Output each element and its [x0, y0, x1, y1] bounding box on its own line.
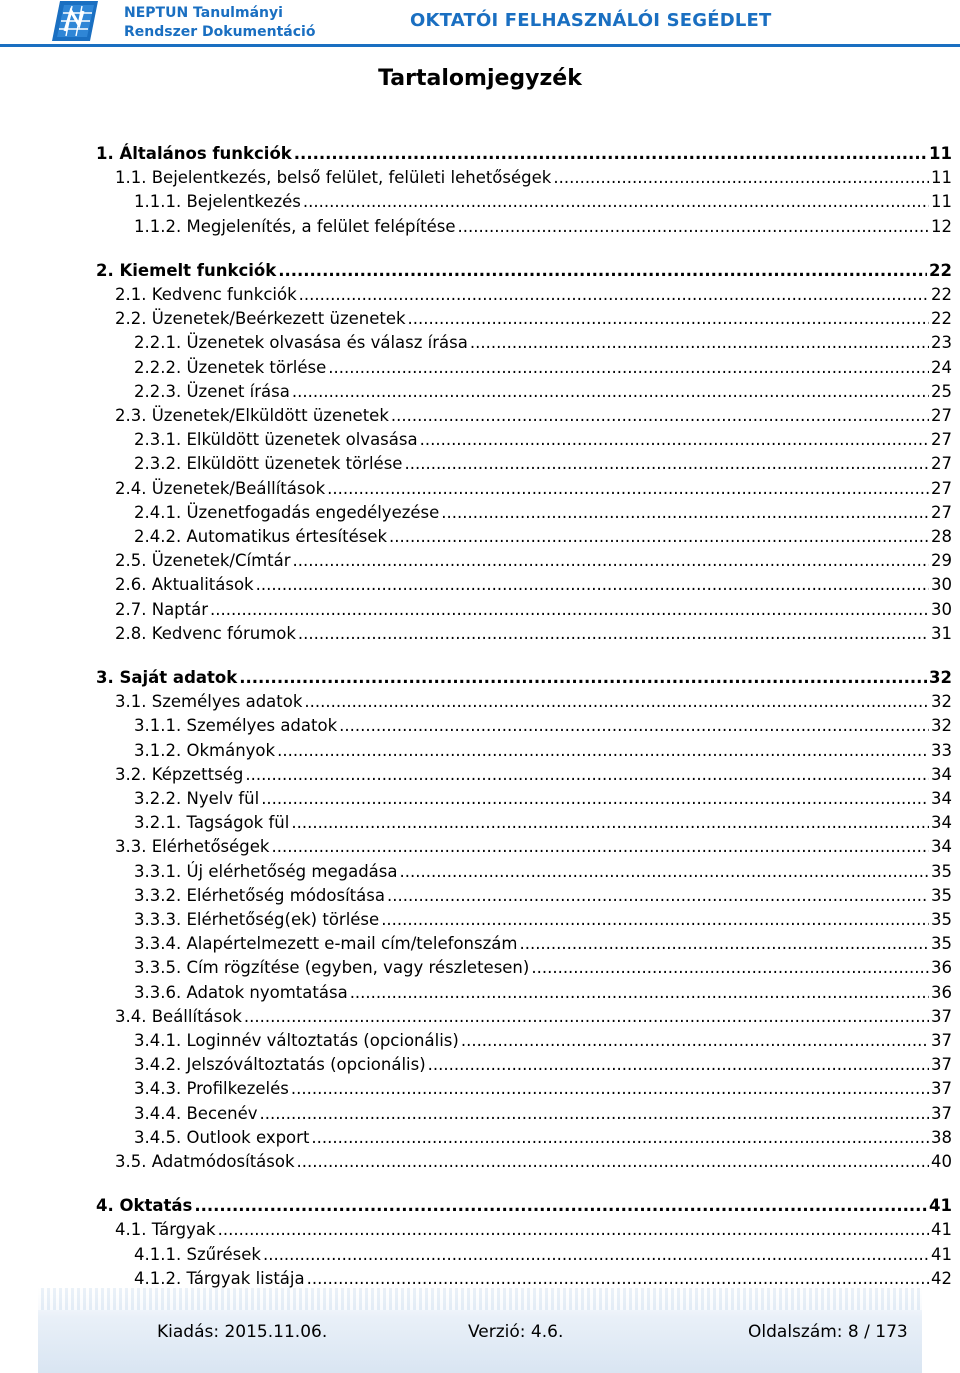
toc-entry-label: 2.5. Üzenetek/Címtár [115, 551, 291, 570]
toc-entry-page: 27 [931, 503, 952, 522]
toc-entry-page: 41 [931, 1245, 952, 1264]
toc-entry-page: 22 [929, 261, 952, 280]
toc-entry-label: 2.6. Aktualitások [115, 575, 254, 594]
toc-entry[interactable] [134, 714, 952, 738]
toc-leader-dots [350, 981, 929, 1005]
toc-entry-page: 37 [931, 1055, 952, 1074]
toc-entry[interactable] [134, 956, 952, 980]
toc-leader-dots [519, 932, 929, 956]
toc-leader-dots [400, 860, 929, 884]
toc-entry-label: 2.2.2. Üzenetek törlése [134, 358, 327, 377]
toc-entry[interactable] [115, 307, 952, 331]
toc-entry[interactable] [96, 1194, 952, 1218]
toc-leader-dots [311, 1126, 929, 1150]
header-line-2: Rendszer Dokumentáció [124, 24, 316, 40]
toc-entry-page: 32 [929, 668, 952, 687]
toc-entry-page: 35 [931, 910, 952, 929]
toc-entry-label: 2.3. Üzenetek/Elküldött üzenetek [115, 406, 389, 425]
toc-entry-page: 29 [931, 551, 952, 570]
toc-entry-label: 1. Általános funkciók [96, 144, 292, 163]
toc-entry-page: 32 [931, 692, 952, 711]
toc-entry-page: 41 [931, 1220, 952, 1239]
toc-entry-page: 23 [931, 333, 952, 352]
toc-entry[interactable] [96, 259, 952, 283]
toc-entry-label: 2.2. Üzenetek/Beérkezett üzenetek [115, 309, 406, 328]
toc-entry[interactable] [115, 573, 952, 597]
toc-leader-dots [339, 714, 929, 738]
toc-leader-dots [327, 477, 929, 501]
toc-leader-dots [553, 166, 929, 190]
toc-entry[interactable] [134, 452, 952, 476]
toc-entry-label: 2.4.1. Üzenetfogadás engedélyezése [134, 503, 440, 522]
toc-entry-page: 35 [931, 934, 952, 953]
toc-entry-label: 3.3.2. Elérhetőség módosítása [134, 886, 385, 905]
toc-entry[interactable] [134, 356, 952, 380]
toc-entry-label: 1.1. Bejelentkezés, belső felület, felületi lehetőségek [115, 168, 552, 187]
toc-entry-page: 40 [931, 1152, 952, 1171]
header-line-1: NEPTUN Tanulmányi [124, 5, 283, 21]
toc-entry-label: 1.1.2. Megjelenítés, a felület felépítése [134, 217, 456, 236]
toc-entry[interactable] [96, 666, 952, 690]
toc-entry-label: 2.4.2. Automatikus értesítések [134, 527, 388, 546]
toc-entry-label: 1.1.1. Bejelentkezés [134, 192, 301, 211]
toc-entry-page: 11 [929, 144, 952, 163]
toc-entry[interactable] [134, 787, 952, 811]
toc-entry[interactable] [134, 428, 952, 452]
toc-entry-page: 30 [931, 575, 952, 594]
toc-entry-label: 3.4.2. Jelszóváltoztatás (opcionális) [134, 1055, 426, 1074]
toc-entry-label: 2.1. Kedvenc funkciók [115, 285, 297, 304]
toc-leader-dots [297, 1150, 929, 1174]
toc-leader-dots [387, 884, 929, 908]
toc-leader-dots [457, 215, 929, 239]
toc-entry[interactable] [134, 331, 952, 355]
toc-entry-label: 2.8. Kedvenc fórumok [115, 624, 296, 643]
toc-leader-dots [304, 690, 929, 714]
toc-entry-label: 3.1.2. Okmányok [134, 741, 276, 760]
toc-entry-page: 34 [931, 789, 952, 808]
toc-leader-dots [470, 331, 929, 355]
toc-leader-dots [420, 428, 929, 452]
toc-entry[interactable] [115, 835, 952, 859]
toc-leader-dots [299, 283, 929, 307]
toc-entry-label: 3.3.1. Új elérhetőség megadása [134, 862, 398, 881]
toc-entry-label: 3.5. Adatmódosítások [115, 1152, 295, 1171]
toc-leader-dots [328, 356, 929, 380]
page-header [0, 0, 960, 46]
toc-entry-label: 3. Saját adatok [96, 668, 238, 687]
toc-entry[interactable] [134, 1077, 952, 1101]
toc-entry-label: 3.4.4. Becenév [134, 1104, 258, 1123]
toc-entry[interactable] [134, 860, 952, 884]
toc-entry[interactable] [134, 908, 952, 932]
toc-entry-page: 32 [931, 716, 952, 735]
toc-entry-page: 28 [931, 527, 952, 546]
toc-entry-label: 3.3.3. Elérhetőség(ek) törlése [134, 910, 380, 929]
toc-entry-page: 27 [931, 430, 952, 449]
toc-leader-dots [428, 1053, 929, 1077]
toc-entry-page: 35 [931, 886, 952, 905]
toc-entry-label: 4. Oktatás [96, 1196, 193, 1215]
toc-entry-page: 22 [931, 285, 952, 304]
toc-entry[interactable] [134, 932, 952, 956]
toc-entry-page: 38 [931, 1128, 952, 1147]
toc-leader-dots [381, 908, 929, 932]
toc-leader-dots [245, 763, 929, 787]
toc-entry[interactable] [134, 215, 952, 239]
toc-leader-dots [408, 307, 929, 331]
toc-entry-label: 2. Kiemelt funkciók [96, 261, 277, 280]
footer-page-number: Oldalszám: 8 / 173 [748, 1322, 908, 1342]
toc-leader-dots [298, 622, 929, 646]
toc-entry[interactable] [115, 622, 952, 646]
footer-version: Verzió: 4.6. [468, 1322, 564, 1342]
page-title: Tartalomjegyzék [378, 66, 582, 91]
toc-entry-page: 24 [931, 358, 952, 377]
header-rule [0, 44, 960, 47]
toc-entry-page: 36 [931, 983, 952, 1002]
toc-entry[interactable] [115, 1218, 952, 1242]
toc-leader-dots [389, 525, 929, 549]
toc-entry-page: 27 [931, 406, 952, 425]
toc-entry-page: 27 [931, 454, 952, 473]
toc-entry-label: 2.2.3. Üzenet írása [134, 382, 290, 401]
toc-entry-label: 3.3.5. Cím rögzítése (egyben, vagy részletesen) [134, 958, 530, 977]
toc-entry[interactable] [134, 1053, 952, 1077]
toc-entry[interactable] [115, 477, 952, 501]
toc-entry[interactable] [134, 739, 952, 763]
toc-entry-label: 2.4. Üzenetek/Beállítások [115, 479, 326, 498]
toc-entry[interactable] [134, 1243, 952, 1267]
toc-entry-label: 4.1. Tárgyak [115, 1220, 216, 1239]
toc-entry-page: 11 [931, 168, 952, 187]
toc-entry[interactable] [134, 884, 952, 908]
toc-entry-label: 4.1.2. Tárgyak listája [134, 1269, 305, 1288]
toc-leader-dots [239, 666, 927, 690]
toc-entry-label: 3.4.3. Profilkezelés [134, 1079, 289, 1098]
toc-leader-dots [291, 1077, 929, 1101]
toc-entry-page: 36 [931, 958, 952, 977]
toc-entry-page: 42 [931, 1269, 952, 1288]
toc-entry[interactable] [134, 1126, 952, 1150]
toc-leader-dots [292, 380, 929, 404]
toc-entry-page: 37 [931, 1079, 952, 1098]
toc-entry-page: 33 [931, 741, 952, 760]
toc-leader-dots [272, 835, 930, 859]
toc-entry-page: 37 [931, 1007, 952, 1026]
toc-entry-label: 2.7. Naptár [115, 600, 209, 619]
toc-leader-dots [291, 811, 929, 835]
toc-leader-dots [461, 1029, 929, 1053]
toc-entry-page: 34 [931, 813, 952, 832]
toc-entry-page: 34 [931, 765, 952, 784]
toc-entry-label: 3.4.1. Loginnév változtatás (opcionális) [134, 1031, 459, 1050]
toc-entry[interactable] [115, 283, 952, 307]
toc-leader-dots [293, 549, 929, 573]
toc-entry[interactable] [115, 166, 952, 190]
neptun-logo-icon [52, 1, 98, 41]
toc-entry[interactable] [134, 1029, 952, 1053]
toc-entry[interactable] [134, 981, 952, 1005]
toc-leader-dots [404, 452, 929, 476]
toc-entry[interactable] [134, 190, 952, 214]
toc-entry-label: 3.2. Képzettség [115, 765, 244, 784]
toc-leader-dots [194, 1194, 927, 1218]
toc-entry-label: 3.4.5. Outlook export [134, 1128, 310, 1147]
toc-entry[interactable] [96, 142, 952, 166]
toc-entry-label: 3.3.6. Adatok nyomtatása [134, 983, 348, 1002]
toc-entry[interactable] [115, 763, 952, 787]
toc-leader-dots [294, 142, 927, 166]
toc-leader-dots [244, 1005, 929, 1029]
toc-entry-page: 37 [931, 1031, 952, 1050]
toc-entry[interactable] [134, 380, 952, 404]
toc-leader-dots [261, 787, 929, 811]
toc-entry[interactable] [115, 1005, 952, 1029]
toc-entry-label: 2.2.1. Üzenetek olvasása és válasz írása [134, 333, 468, 352]
toc-entry-label: 3.4. Beállítások [115, 1007, 242, 1026]
toc-leader-dots [531, 956, 929, 980]
header-document-title: OKTATÓI FELHASZNÁLÓI SEGÉDLET [410, 10, 772, 31]
toc-entry-page: 30 [931, 600, 952, 619]
toc-entry-label: 3.1. Személyes adatok [115, 692, 303, 711]
toc-leader-dots [263, 1243, 929, 1267]
toc-entry-page: 37 [931, 1104, 952, 1123]
toc-leader-dots [218, 1218, 929, 1242]
toc-entry[interactable] [134, 811, 952, 835]
toc-entry-label: 2.3.1. Elküldött üzenetek olvasása [134, 430, 418, 449]
toc-entry[interactable] [134, 1102, 952, 1126]
toc-leader-dots [210, 598, 929, 622]
header-product-name [124, 4, 315, 42]
toc-entry[interactable] [134, 501, 952, 525]
toc-entry-page: 22 [931, 309, 952, 328]
toc-entry-page: 11 [931, 192, 952, 211]
footer-issue-date: Kiadás: 2015.11.06. [157, 1322, 328, 1342]
toc-leader-dots [256, 573, 929, 597]
toc-entry-page: 34 [931, 837, 952, 856]
toc-leader-dots [391, 404, 929, 428]
toc-entry[interactable] [115, 404, 952, 428]
toc-entry-page: 12 [931, 217, 952, 236]
toc-entry-page: 35 [931, 862, 952, 881]
toc-entry[interactable] [134, 525, 952, 549]
toc-leader-dots [278, 259, 927, 283]
toc-entry-page: 27 [931, 479, 952, 498]
toc-entry-label: 2.3.2. Elküldött üzenetek törlése [134, 454, 403, 473]
toc-leader-dots [260, 1102, 929, 1126]
toc-entry-label: 3.3. Elérhetőségek [115, 837, 270, 856]
toc-entry-label: 3.2.2. Nyelv fül [134, 789, 260, 808]
toc-leader-dots [303, 190, 929, 214]
toc-entry[interactable] [115, 1150, 952, 1174]
toc-entry-page: 31 [931, 624, 952, 643]
toc-entry-label: 4.1.1. Szűrések [134, 1245, 261, 1264]
toc-entry[interactable] [115, 549, 952, 573]
toc-entry-label: 3.2.1. Tagságok fül [134, 813, 290, 832]
toc-entry-label: 3.1.1. Személyes adatok [134, 716, 338, 735]
toc-entry-page: 41 [929, 1196, 952, 1215]
toc-entry-label: 3.3.4. Alapértelmezett e-mail cím/telefonszám [134, 934, 518, 953]
toc-leader-dots [441, 501, 929, 525]
toc-entry[interactable] [115, 690, 952, 714]
toc-leader-dots [277, 739, 929, 763]
toc-entry-page: 25 [931, 382, 952, 401]
toc-entry[interactable] [115, 598, 952, 622]
